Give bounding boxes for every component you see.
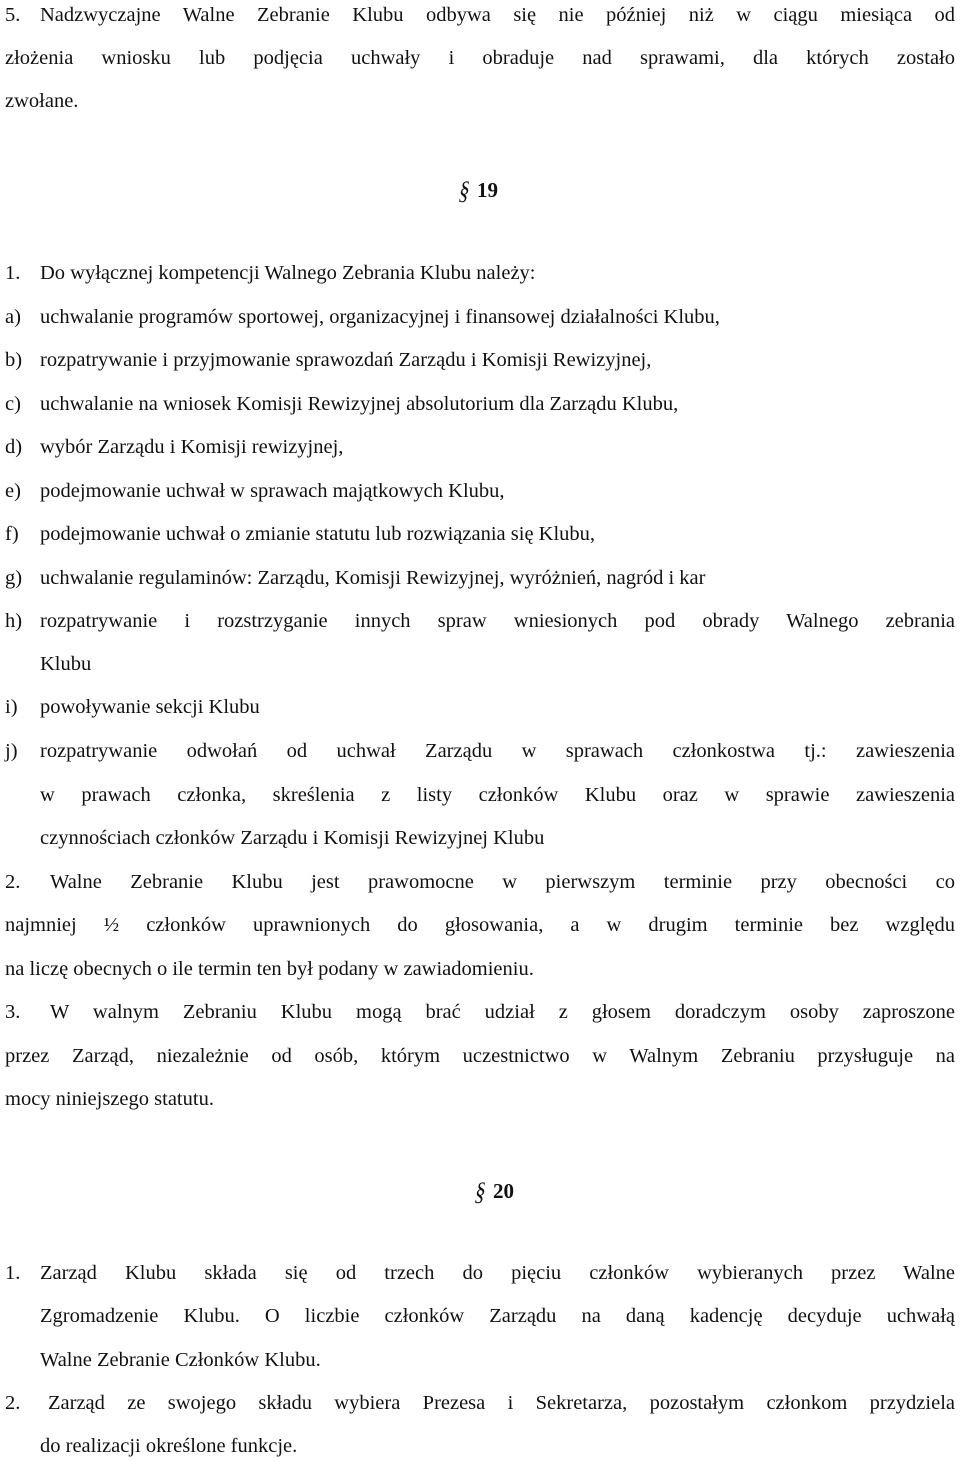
s20-point-1-number: 1.	[5, 1262, 21, 1284]
list-item-d-letter: d)	[5, 436, 23, 458]
point-5-line-3: zwołane.	[5, 90, 79, 112]
list-item-h-text-line-1: rozpatrywanie i rozstrzyganie innych spraw wniesionych pod obrady Walnego zebrania	[40, 610, 955, 632]
s19-point-3-number: 3.	[5, 1001, 21, 1023]
s19-point-1-number: 1.	[5, 262, 21, 284]
list-item-b-text: rozpatrywanie i przyjmowanie sprawozdań Zarządu i Komisji Rewizyjnej,	[40, 349, 652, 371]
list-item-c-letter: c)	[5, 393, 21, 415]
list-item-g-letter: g)	[5, 567, 23, 589]
point-5-line-2: złożenia wniosku lub podjęcia uchwały i obraduje nad sprawami, dla których zostało	[5, 47, 955, 69]
section-20-heading	[472, 1177, 514, 1206]
list-item-b-letter: b)	[5, 349, 23, 371]
s19-point-2-line-2: najmniej ½ członków uprawnionych do głosowania, a w drugim terminie bez względu	[5, 914, 955, 936]
s20-point-1-line-3: Walne Zebranie Członków Klubu.	[40, 1349, 321, 1371]
section-19-heading	[456, 176, 498, 205]
s20-point-2-line-2: do realizacji określone funkcje.	[40, 1435, 298, 1457]
list-item-h-letter: h)	[5, 610, 23, 632]
list-item-e-text: podejmowanie uchwał w sprawach majątkowych Klubu,	[40, 480, 505, 502]
s19-point-2-line-3: na liczę obecnych o ile termin ten był podany w zawiadomieniu.	[5, 958, 534, 980]
s20-point-2-line-1: Zarząd ze swojego składu wybiera Prezesa i Sekretarza, pozostałym członkom przydziela	[48, 1392, 955, 1414]
list-item-f-letter: f)	[5, 523, 19, 545]
list-item-i-letter: i)	[5, 696, 18, 718]
s19-point-3-line-2: przez Zarząd, niezależnie od osób, którym uczestnictwo w Walnym Zebraniu przysługuje na	[5, 1045, 955, 1067]
list-item-g-text: uchwalanie regulaminów: Zarządu, Komisji Rewizyjnej, wyróżnień, nagród i kar	[40, 567, 706, 589]
list-item-h-text-line-2: Klubu	[40, 653, 92, 675]
section-20-number: 20	[493, 1179, 514, 1203]
list-item-f-text: podejmowanie uchwał o zmianie statutu lub rozwiązania się Klubu,	[40, 523, 596, 545]
s20-point-2-number: 2.	[5, 1392, 21, 1414]
section-19-number: 19	[477, 178, 498, 202]
s19-point-1-intro: Do wyłącznej kompetencji Walnego Zebrania Klubu należy:	[40, 262, 536, 284]
list-item-a-text: uchwalanie programów sportowej, organizacyjnej i finansowej działalności Klubu,	[40, 306, 720, 328]
list-item-i-text: powoływanie sekcji Klubu	[40, 696, 260, 718]
s20-point-1-line-2: Zgromadzenie Klubu. O liczbie członków Zarządu na daną kadencję decyduje uchwałą	[40, 1305, 955, 1327]
s19-point-2-number: 2.	[5, 871, 21, 893]
s19-point-2-line-1: Walne Zebranie Klubu jest prawomocne w pierwszym terminie przy obecności co	[50, 871, 955, 893]
list-item-j-text-line-1: rozpatrywanie odwołań od uchwał Zarządu w sprawach członkostwa tj.: zawieszenia	[40, 740, 955, 762]
list-item-j-letter: j)	[5, 740, 18, 762]
list-item-a-letter: a)	[5, 306, 21, 328]
list-item-j-text-line-3: czynnościach członków Zarządu i Komisji Rewizyjnej Klubu	[40, 827, 545, 849]
s20-point-1-line-1: Zarząd Klubu składa się od trzech do pięciu członków wybieranych przez Walne	[40, 1262, 955, 1284]
list-item-d-text: wybór Zarządu i Komisji rewizyjnej,	[40, 436, 344, 458]
section-sign-icon: §	[456, 176, 473, 205]
s19-point-3-line-3: mocy niniejszego statutu.	[5, 1088, 214, 1110]
list-item-j-text-line-2: w prawach członka, skreślenia z listy członków Klubu oraz w sprawie zawieszenia	[40, 784, 955, 806]
list-item-e-letter: e)	[5, 480, 21, 502]
section-sign-icon: §	[472, 1177, 489, 1206]
point-5-line-1: Nadzwyczajne Walne Zebranie Klubu odbywa się nie później niż w ciągu miesiąca od	[40, 4, 955, 26]
point-5-number: 5.	[5, 4, 21, 26]
list-item-c-text: uchwalanie na wniosek Komisji Rewizyjnej absolutorium dla Zarządu Klubu,	[40, 393, 679, 415]
s19-point-3-line-1: W walnym Zebraniu Klubu mogą brać udział z głosem doradczym osoby zaproszone	[50, 1001, 955, 1023]
